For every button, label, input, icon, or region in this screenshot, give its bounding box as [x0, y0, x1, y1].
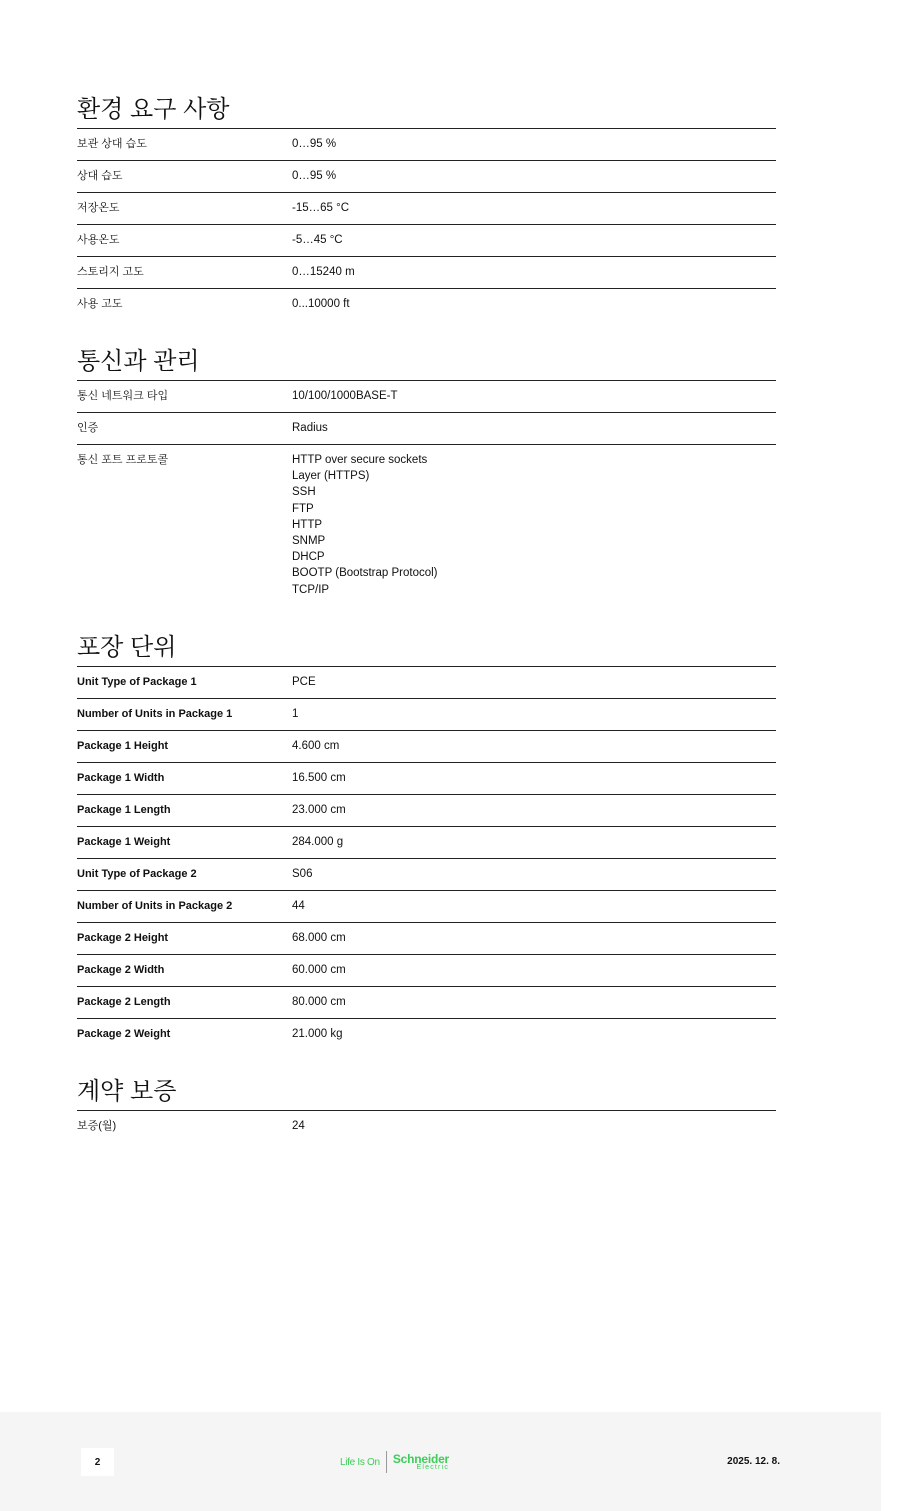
row-value: 44 [292, 890, 776, 922]
protocol-list [292, 445, 776, 606]
table-row [77, 445, 776, 606]
table-row [77, 794, 776, 826]
row-label: Package 2 Width [77, 954, 292, 986]
row-value: 0…15240 m [292, 257, 776, 289]
spec-table [77, 667, 776, 1050]
row-value: Radius [292, 413, 776, 445]
spec-table [77, 129, 776, 320]
table-row [77, 1018, 776, 1050]
row-value: PCE [292, 675, 316, 688]
row-label: 저장온도 [77, 193, 292, 225]
row-value: 1 [292, 698, 776, 730]
section-title: 환경 요구 사항 [77, 96, 776, 129]
row-value: 24 [292, 1119, 305, 1132]
row-label: 상대 습도 [77, 161, 292, 193]
table-row [77, 986, 776, 1018]
row-label: 보증(월) [77, 1119, 117, 1132]
row-label: Package 2 Length [77, 986, 292, 1018]
row-label: 사용온도 [77, 225, 292, 257]
table-row [77, 730, 776, 762]
row-label: Package 1 Width [77, 762, 292, 794]
section-title: 계약 보증 [77, 1078, 776, 1111]
row-value: 10/100/1000BASE-T [292, 390, 398, 402]
logo-brand-sub: Electric [416, 1464, 450, 1471]
section-environment [77, 96, 776, 320]
table-row [77, 667, 776, 699]
row-label: Unit Type of Package 2 [77, 858, 292, 890]
protocol-item: SSH [292, 486, 316, 499]
row-value: 0…95 % [292, 138, 337, 150]
row-value: 4.600 cm [292, 730, 776, 762]
table-row [77, 858, 776, 890]
logo-divider [386, 1451, 387, 1473]
row-value: 284.000 g [292, 826, 776, 858]
table-row [77, 762, 776, 794]
table-row [77, 413, 776, 445]
brand-logo [340, 1450, 449, 1474]
section-warranty [77, 1078, 776, 1142]
logo-brand-name: Schneider [392, 1452, 450, 1466]
row-label: Package 2 Height [77, 922, 292, 954]
protocol-item: SNMP [292, 535, 326, 548]
table-row [77, 381, 776, 413]
row-value: 60.000 cm [292, 954, 776, 986]
document-date: 2025. 12. 8. [727, 1456, 780, 1467]
logo-wordmark [393, 1453, 449, 1471]
table-row [77, 129, 776, 161]
table-row [77, 161, 776, 193]
row-label: 인증 [77, 413, 292, 445]
row-label: 통신 포트 프로토콜 [77, 445, 292, 606]
row-value: -15…65 °C [292, 193, 776, 225]
section-communication [77, 348, 776, 606]
table-row [77, 257, 776, 289]
row-label: Package 2 Weight [77, 1018, 292, 1050]
table-row [77, 826, 776, 858]
protocol-item: BOOTP (Bootstrap Protocol) [292, 567, 438, 580]
row-value: 68.000 cm [292, 922, 776, 954]
table-row [77, 225, 776, 257]
section-title: 포장 단위 [77, 634, 776, 667]
table-row [77, 922, 776, 954]
spec-table [77, 381, 776, 606]
row-value: 16.500 cm [292, 762, 776, 794]
section-packaging [77, 634, 776, 1050]
protocol-item: FTP [292, 502, 314, 515]
row-value: 0...10000 ft [292, 289, 776, 321]
row-value: 23.000 cm [292, 794, 776, 826]
row-label: Unit Type of Package 1 [77, 675, 197, 688]
table-row [77, 954, 776, 986]
section-title: 통신과 관리 [77, 348, 776, 381]
table-row [77, 1111, 776, 1142]
protocol-item: Layer (HTTPS) [292, 470, 370, 483]
row-value: S06 [292, 858, 776, 890]
protocol-item: TCP/IP [292, 583, 330, 596]
table-row [77, 698, 776, 730]
row-label: 사용 고도 [77, 289, 292, 321]
row-label: Package 1 Weight [77, 826, 292, 858]
row-value: 0…95 % [292, 161, 776, 193]
protocol-item: HTTP [292, 518, 323, 531]
table-row [77, 289, 776, 321]
logo-tagline: Life Is On [340, 1456, 380, 1468]
page-number: 2 [81, 1448, 114, 1476]
row-label: 스토리지 고도 [77, 257, 292, 289]
row-label: Number of Units in Package 2 [77, 890, 292, 922]
row-label: Number of Units in Package 1 [77, 698, 292, 730]
protocol-item: DHCP [292, 551, 325, 564]
table-row [77, 193, 776, 225]
spec-table [77, 1111, 776, 1142]
row-label: 통신 네트워크 타입 [77, 390, 169, 402]
row-value: 21.000 kg [292, 1018, 776, 1050]
row-label: Package 1 Height [77, 730, 292, 762]
table-row [77, 890, 776, 922]
document-body [77, 96, 776, 1142]
row-label: 보관 상대 습도 [77, 138, 147, 150]
row-label: Package 1 Length [77, 794, 292, 826]
protocol-item: HTTP over secure sockets [292, 454, 428, 466]
row-value: 80.000 cm [292, 986, 776, 1018]
row-value: -5…45 °C [292, 225, 776, 257]
